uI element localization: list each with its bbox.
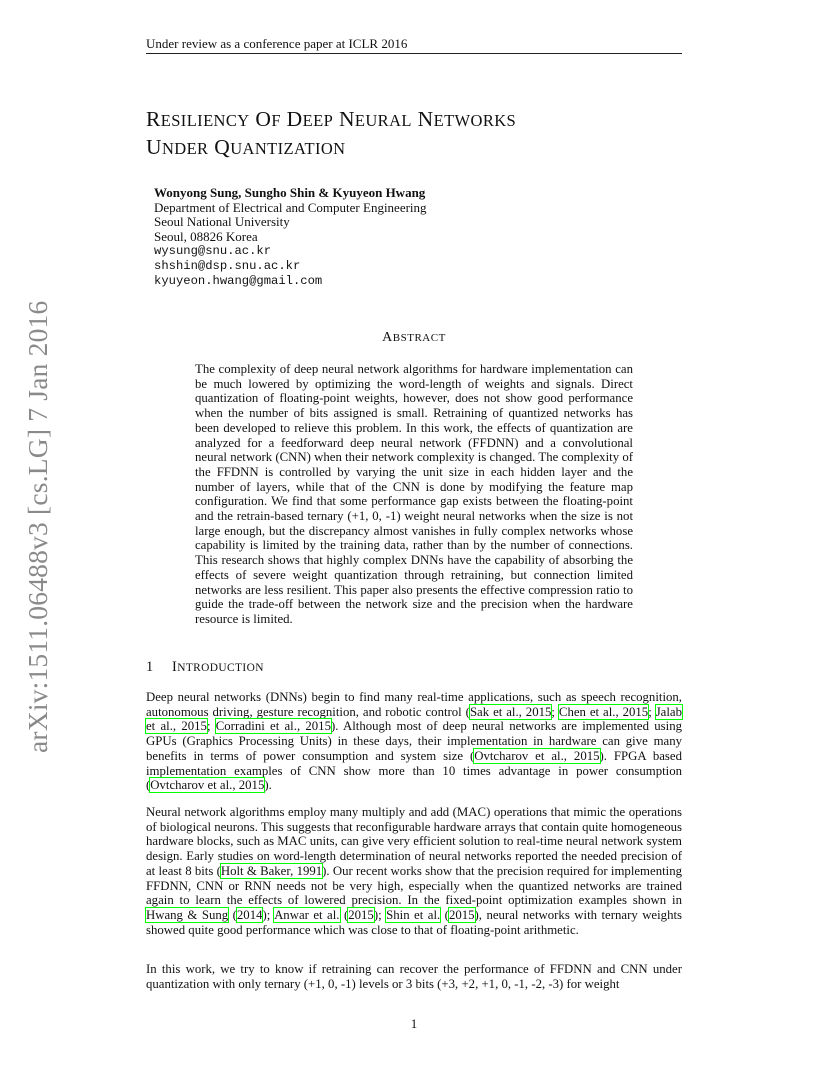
- text-run: ;: [551, 704, 559, 719]
- text-run: Neural network algorithms employ many multiply and add (MAC) operations that mimic the operations of biological neurons. This suggests that reconfigurable hardware arrays that contain quite homogeneous hardware blocks, such as MAC units, can give very efficient solution to real-time neural network system design. Early studies on word-length determination of neural networks reported the needed precision of at least 8 bits (: [146, 805, 683, 878]
- text-run: ). FPGA based implementation examples of CNN show more than 10 times advantage in power consumption (: [146, 748, 682, 793]
- author-email[interactable]: kyuyeon.hwang@gmail.com: [154, 273, 323, 288]
- citation-link[interactable]: Ovtcharov et al., 2015: [150, 778, 265, 793]
- text-run: );: [373, 907, 387, 922]
- citation-link[interactable]: Shin et al.: [386, 907, 441, 922]
- citation-link[interactable]: 2015: [448, 907, 475, 922]
- text-run: Deep neural networks (DNNs) begin to find many real-time applications, such as speech recognition, autonomous driving, gesture recognition, and robotic control (: [146, 690, 682, 719]
- intro-paragraph-1: [146, 690, 682, 793]
- citation-link[interactable]: Jalab et al., 2015: [146, 704, 682, 734]
- section-heading: [146, 659, 264, 676]
- citation-link[interactable]: Ovtcharov et al., 2015: [474, 748, 600, 763]
- author-block: [154, 186, 427, 288]
- running-head: Under review as a conference paper at ICLR 2016: [146, 36, 408, 51]
- citation-link[interactable]: Chen et al., 2015: [558, 704, 649, 719]
- intro-paragraph-3: In this work, we try to know if retraining can recover the performance of FFDNN and CNN under quantization with only ternary (+1, 0, -1) levels or 3 bits (+3, +2, +1, 0, -1, -2, -3) for weight: [146, 962, 682, 991]
- header-rule: [146, 53, 682, 54]
- author-names: Wonyong Sung, Sungho Shin & Kyuyeon Hwang: [154, 185, 426, 200]
- citation-link[interactable]: 2015: [348, 907, 374, 922]
- text-run: ;: [206, 719, 216, 734]
- citation-link[interactable]: Hwang & Sung: [146, 907, 229, 922]
- citation-link[interactable]: Sak et al., 2015: [469, 704, 552, 719]
- intro-paragraph-2: [146, 805, 682, 937]
- author-department: Department of Electrical and Computer Engineering: [154, 199, 427, 215]
- text-run: ), neural networks with ternary weights showed quite good performance which was close to that of floating-point arithmetic.: [146, 907, 682, 937]
- text-run: );: [262, 907, 275, 922]
- section-title: INTRODUCTION: [172, 659, 264, 675]
- text-run: ).: [264, 778, 272, 793]
- text-run: (: [339, 907, 349, 922]
- text-run: (: [228, 907, 237, 922]
- page-number: 1: [410, 1016, 418, 1031]
- text-run: ;: [648, 704, 656, 719]
- text-run: ). Our recent works show that the precision required for implementing FFDNN, CNN or RNN needs not be very high, especially when the quantized networks are trained again to learn the effects of lowered precision. In the fixed-point optimization examples shown in: [146, 863, 682, 908]
- citation-link[interactable]: Corradini et al., 2015: [215, 719, 331, 734]
- citation-link[interactable]: Anwar et al.: [274, 907, 340, 922]
- section-number: 1: [146, 659, 154, 675]
- text-run: ). Although most of deep neural networks are implemented using GPUs (Graphics Processing Units) in these days, their implementation in hardware can give many benefits in terms of power consumption and system size (: [146, 719, 682, 763]
- citation-link[interactable]: Holt & Baker, 1991: [220, 863, 323, 878]
- author-address: Seoul, 08826 Korea: [154, 228, 258, 244]
- text-run: (: [440, 907, 449, 922]
- author-email[interactable]: wysung@snu.ac.kr: [154, 244, 272, 259]
- abstract-heading: ABSTRACT: [382, 330, 446, 345]
- author-email[interactable]: shshin@dsp.snu.ac.kr: [154, 258, 301, 273]
- abstract-text: The complexity of deep neural network algorithms for hardware implementation can be much lowered by optimizing the word-length of weights and signals. Direct quantization of floating-point weights, however, does not show good performance when the number of bits assigned is small. Retraining of quantized networks has been developed to relieve this problem. In this work, the effects of quantization are analyzed for a feedforward deep neural network (FFDNN) and a convolutional neural network (CNN) when their network complexity is changed. The complexity of the FFDNN is controlled by varying the unit size in each hidden layer and the number of layers, while that of the CNN is done by modifying the feature map configuration. We find that some performance gap exists between the floating-point and the retrain-based ternary (+1, 0, -1) weight neural networks when the size is not large enough, but the discrepancy almost vanishes in fully complex networks whose capability is limited by the training data, rather than by the number of connections. This research shows that highly complex DNNs have the capability of absorbing the effects of severe weight quantization through retraining, but connection limited networks are less resilient. This paper also presents the effective compression ratio to guide the trade-off between the network size and the precision when the hardware resource is limited.: [195, 362, 633, 626]
- citation-link[interactable]: 2014: [236, 907, 263, 922]
- paper-title: [146, 106, 516, 162]
- arxiv-side-stamp: arXiv:1511.06488v3 [cs.LG] 7 Jan 2016: [22, 300, 53, 753]
- title-line-1: RESILIENCY OF DEEP NEURAL NETWORKS: [146, 107, 517, 131]
- title-line-2: UNDER QUANTIZATION: [146, 135, 346, 159]
- author-university: Seoul National University: [154, 214, 290, 230]
